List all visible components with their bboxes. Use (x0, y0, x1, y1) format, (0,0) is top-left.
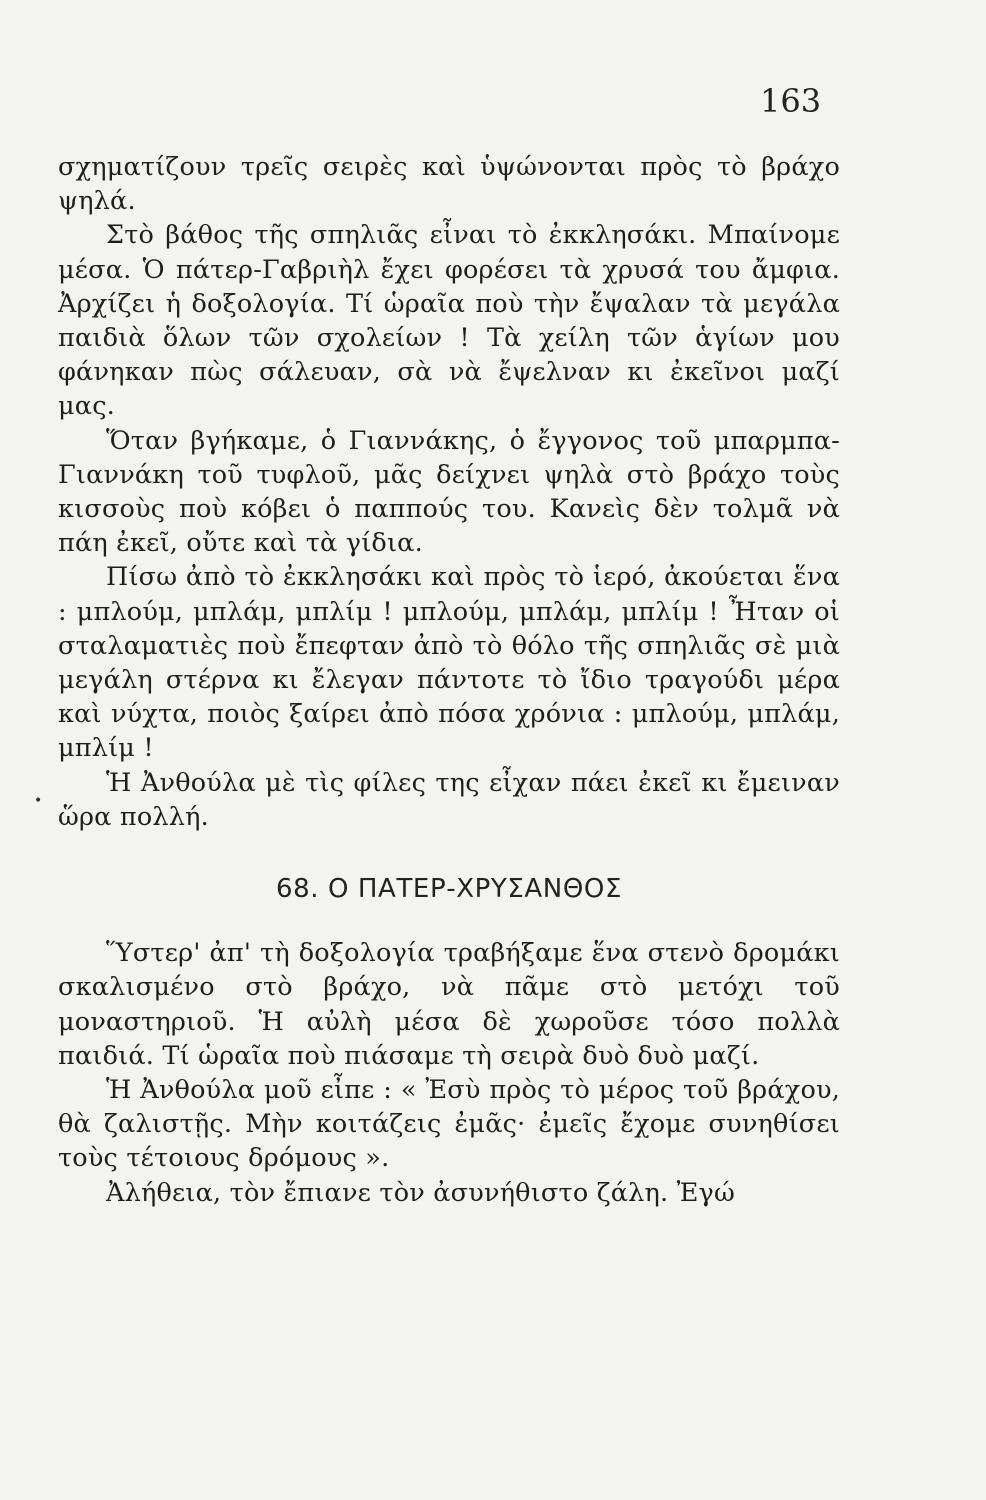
paragraph: Πίσω ἀπὸ τὸ ἐκκλησάκι καὶ πρὸς τὸ ἱερό, ἀκούεται ἕνα : μπλούμ, μπλάμ, μπλίμ ! μπλούμ, μπλάμ, μπλίμ ! Ἦταν οἱ σταλαματιὲς ποὺ ἔπεφταν ἀπὸ τὸ θόλο τῆς σπηλιᾶς σὲ μιὰ μεγάλη στέρνα κι ἔλεγαν πάντοτε τὸ ἴδιο τραγούδι μέρα καὶ νύχτα, ποιὸς ξαίρει ἀπὸ πόσα χρόνια : μπλούμ, μπλάμ, μπλίμ ! (58, 562, 840, 764)
page-number: 163 (760, 82, 822, 120)
paragraph: Ὅταν βγήκαμε, ὁ Γιαννάκης, ὁ ἔγγονος τοῦ μπαρμπα-Γιαννάκη τοῦ τυφλοῦ, μᾶς δείχνει ψηλὰ στὸ βράχο τοὺς κισσοὺς ποὺ κόβει ὁ παππούς του. Κανεὶς δὲν τολμᾶ νὰ πάη ἐκεῖ, οὔτε καὶ τὰ γίδια. (58, 425, 840, 559)
paragraph: σχηματίζουν τρεῖς σειρὲς καὶ ὑψώνονται πρὸς τὸ βράχο ψηλά. (58, 152, 840, 217)
section-heading: 68. Ο ΠΑΤΕΡ-ΧΡΥΣΑΝΘΟΣ (275, 874, 623, 905)
paragraph: Ἡ Ἀνθούλα μὲ τὶς φίλες της εἶχαν πάει ἐκεῖ κι ἔμειναν ὥρα πολλή. (58, 767, 840, 832)
paragraph: Στὸ βάθος τῆς σπηλιᾶς εἶναι τὸ ἐκκλησάκι. Μπαίνομε μέσα. Ὁ πάτερ-Γαβριὴλ ἔχει φορέσει τὰ χρυσά του ἄμφια. Ἀρχίζει ἡ δοξολογία. Τί ὡραῖα ποὺ τὴν ἔψαλαν τὰ μεγάλα παιδιὰ ὅλων τῶν σχολείων ! Τὰ χείλη τῶν ἁγίων μου φάνηκαν πὼς σάλευαν, σὰ νὰ ἔψελναν κι ἐκεῖνοι μαζί μας. (58, 220, 840, 422)
paragraph: Ἀλήθεια, τὸν ἔπιανε τὸν ἀσυνήθιστο ζάλη. Ἐγώ (106, 1177, 735, 1208)
page-body (58, 150, 840, 1210)
margin-mark: • (34, 793, 43, 809)
paragraph: Ἡ Ἀνθούλα μοῦ εἶπε : « Ἐσὺ πρὸς τὸ μέρος τοῦ βράχου, θὰ ζαλιστῇς. Μὴν κοιτάζεις ἐμᾶς· ἐμεῖς ἔχομε συνηθίσει τοὺς τέτοιους δρόμους ». (58, 1075, 840, 1174)
paragraph: Ὕστερ' ἀπ' τὴ δοξολογία τραβήξαμε ἕνα στενὸ δρομάκι σκαλισμένο στὸ βράχο, νὰ πᾶμε στὸ μετόχι τοῦ μοναστηριοῦ. Ἡ αὐλὴ μέσα δὲ χωροῦσε τόσο πολλὰ παιδιά. Τί ὡραῖα ποὺ πιάσαμε τὴ σειρὰ δυὸ δυὸ μαζί. (58, 938, 840, 1071)
